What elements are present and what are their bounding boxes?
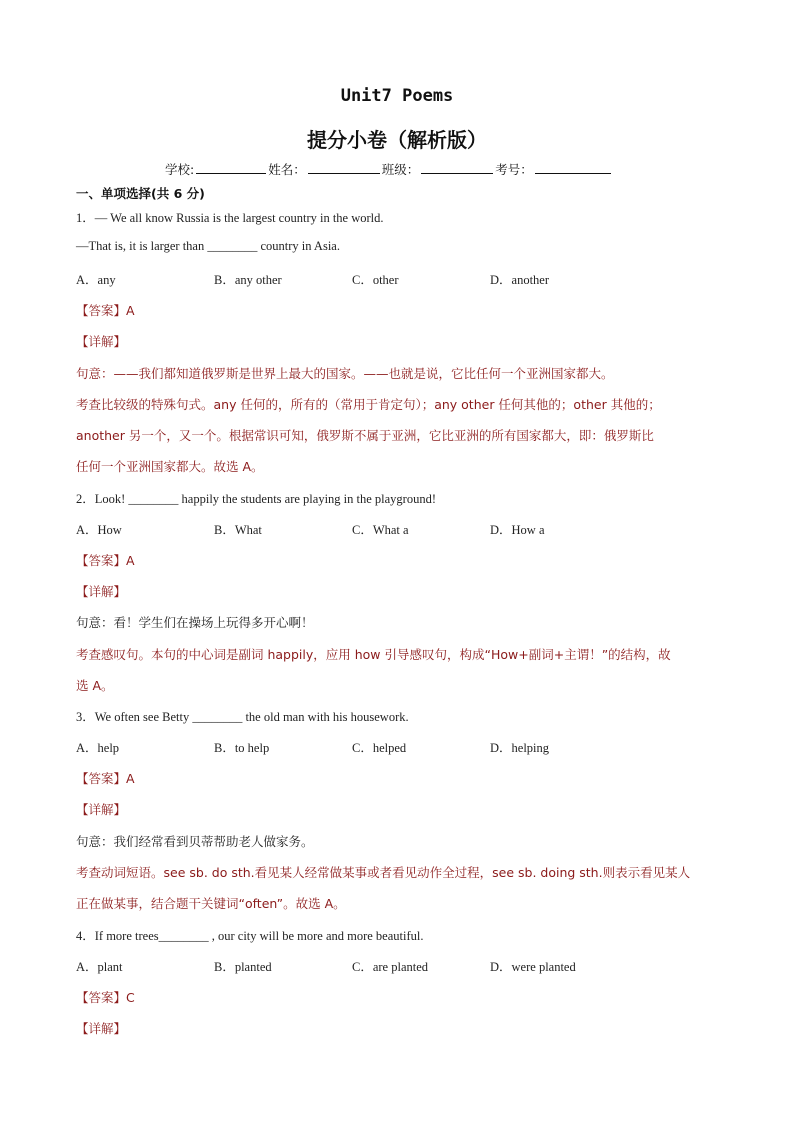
q3-answer: 【答案】A (76, 771, 135, 786)
q3-explanation-2: 正在做某事，结合题干关键词“often”。故选 A。 (76, 896, 346, 911)
q1-stem-line2: —That is, it is larger than ________ country in Asia. (76, 239, 340, 253)
q1-stem-line1: 1．— We all know Russia is the largest country in the world. (76, 211, 384, 225)
q2-explanation-2: 选 A。 (76, 678, 114, 693)
q1-meaning: 句意：——我们都知道俄罗斯是世界上最大的国家。——也就是说，它比任何一个亚洲国家都大。 (76, 366, 614, 381)
q3-meaning: 句意：我们经常看到贝蒂帮助老人做家务。 (76, 834, 314, 849)
number-label: 考号： (495, 162, 533, 177)
q1-option-d: D．another (490, 273, 550, 287)
q3-explanation-1: 考查动词短语。see sb. do sth.看见某人经常做某事或者看见动作全过程，see sb. doing sth.则表示看见某人 (76, 865, 691, 880)
q1-option-c: C．other (352, 273, 399, 287)
q3-detail-label: 【详解】 (76, 802, 127, 817)
q2-detail-label: 【详解】 (76, 584, 127, 599)
number-blank (535, 161, 611, 174)
name-label: 姓名： (268, 162, 306, 177)
q4-detail-label: 【详解】 (76, 1021, 127, 1036)
school-blank (196, 161, 266, 174)
q2-option-a: A．How (76, 523, 122, 537)
q1-option-b: B．any other (214, 273, 282, 287)
page-title: Unit7 Poems (340, 86, 454, 106)
q3-stem: 3．We often see Betty ________ the old man with his housework. (76, 710, 409, 724)
name-blank (308, 161, 380, 174)
q1-explanation-1: 考查比较级的特殊句式。any 任何的，所有的（常用于肯定句）；any other 任何其他的；other 其他的； (76, 397, 661, 412)
student-info-row (165, 160, 613, 178)
q4-option-b: B．planted (214, 960, 272, 974)
q2-option-d: D．How a (490, 523, 545, 537)
q4-option-c: C．are planted (352, 960, 429, 974)
q3-option-b: B．to help (214, 741, 270, 755)
q1-explanation-2: another 另一个，又一个。根据常识可知，俄罗斯不属于亚洲，它比亚洲的所有国家都大，即：俄罗斯比 (76, 428, 654, 443)
q1-explanation-3: 任何一个亚洲国家都大。故选 A。 (76, 459, 264, 474)
q2-stem: 2．Look! ________ happily the students are playing in the playground! (76, 492, 437, 506)
q2-option-b: B．What (214, 523, 262, 537)
q2-meaning: 句意：看！学生们在操场上玩得多开心啊！ (76, 615, 314, 630)
page-subtitle: 提分小卷（解析版） (307, 128, 487, 152)
q4-answer: 【答案】C (76, 990, 135, 1005)
section-heading: 一、单项选择(共 6 分) (76, 186, 205, 201)
class-label: 班级： (381, 162, 420, 177)
q2-explanation-1: 考查感叹句。本句的中心词是副词 happily，应用 how 引导感叹句，构成“How+副词+主谓！”的结构，故 (76, 647, 671, 662)
q1-answer: 【答案】A (76, 303, 135, 318)
q4-option-d: D．were planted (490, 960, 576, 974)
school-label: 学校: (165, 162, 195, 177)
q3-option-a: A．help (76, 741, 120, 755)
q2-answer: 【答案】A (76, 553, 135, 568)
q1-option-a: A．any (76, 273, 116, 287)
class-blank (421, 161, 493, 174)
q3-option-d: D．helping (490, 741, 550, 755)
q3-option-c: C．helped (352, 741, 407, 755)
q2-option-c: C．What a (352, 523, 409, 537)
q1-detail-label: 【详解】 (76, 334, 127, 349)
q4-stem: 4．If more trees________ , our city will be more and more beautiful. (76, 929, 424, 943)
q4-option-a: A．plant (76, 960, 123, 974)
